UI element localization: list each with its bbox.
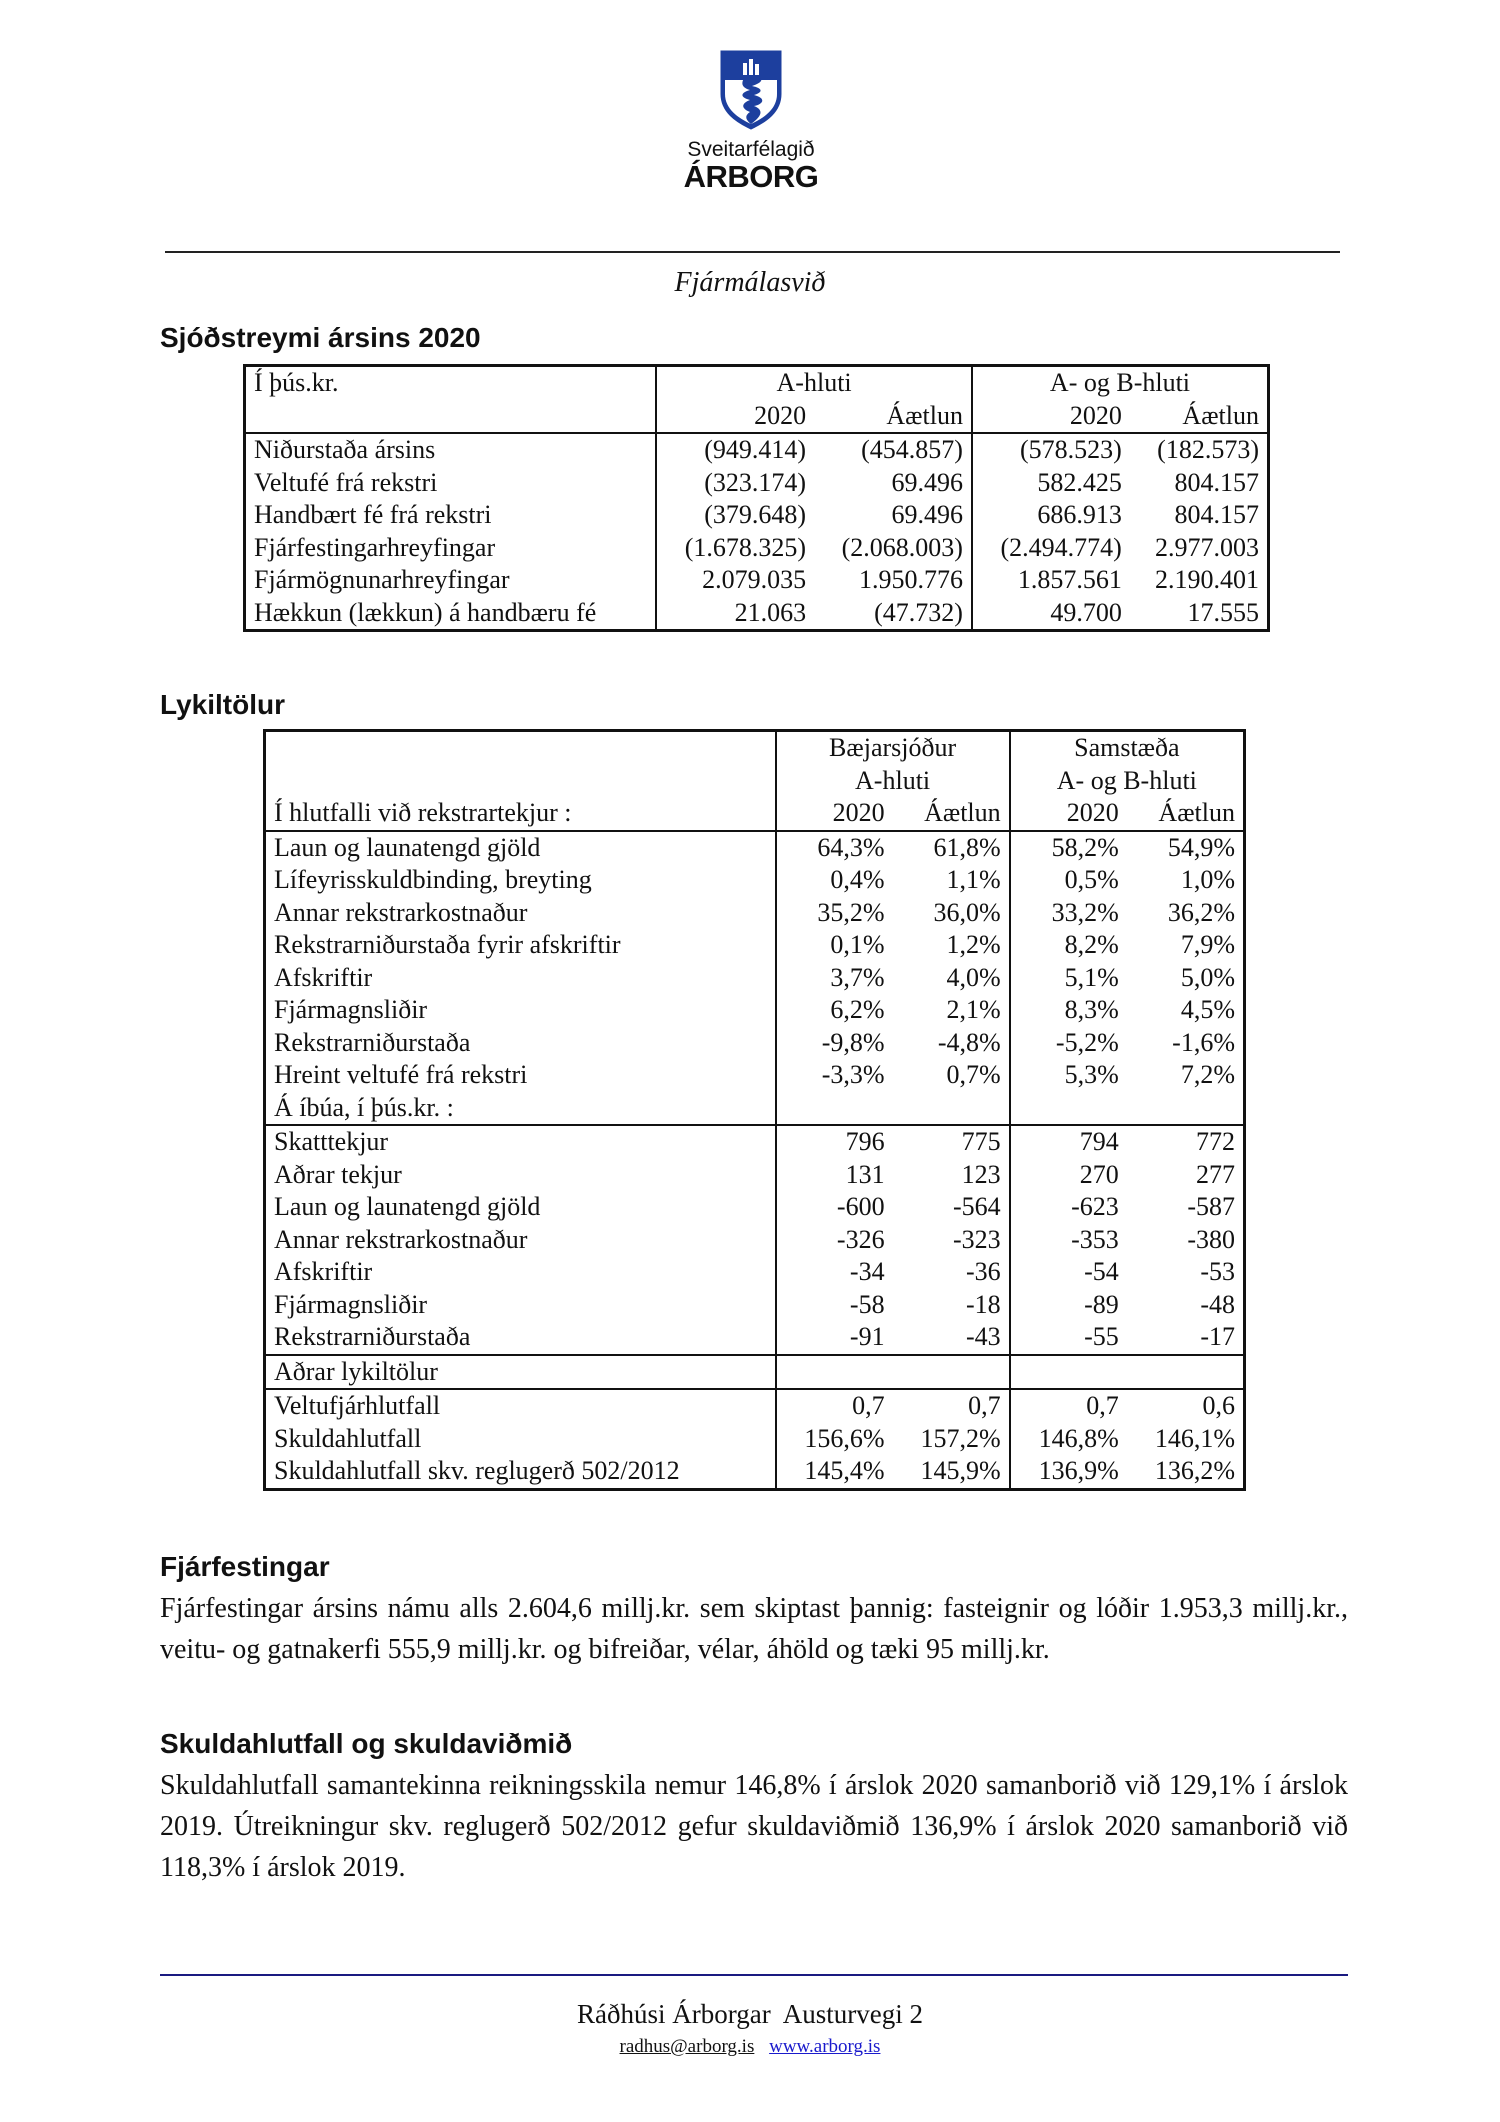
cell-value: 64,3% <box>776 831 893 865</box>
cell-value: -54 <box>1010 1256 1127 1289</box>
row-label: Fjármagnsliðir <box>274 1289 428 1319</box>
row-label: Laun og launatengd gjöld <box>274 1192 541 1221</box>
table-row <box>245 532 1269 565</box>
cell-value: -380 <box>1187 1224 1235 1254</box>
table-row <box>245 433 1269 467</box>
row-label: Skatttekjur <box>265 1125 776 1159</box>
row-label: Skuldahlutfall skv. reglugerð 502/2012 <box>274 1456 680 1485</box>
logo-name-line1: Sveitarfélagið <box>687 138 815 161</box>
email-link[interactable]: radhus@arborg.is <box>619 2036 755 2057</box>
cell-value: -48 <box>1200 1289 1235 1319</box>
column-header: 2020 <box>776 797 893 831</box>
cell-value: 123 <box>961 1159 1001 1189</box>
row-label: Lífeyrisskuldbinding, breyting <box>274 865 592 894</box>
section-label: Aðrar lykiltölur <box>265 1355 776 1390</box>
cell-value: -17 <box>1200 1322 1235 1351</box>
cell-value: 0,4% <box>776 864 893 897</box>
cell-value: -623 <box>1010 1191 1127 1224</box>
cell-value: -55 <box>1010 1321 1127 1355</box>
key-figures-table <box>263 729 1246 1491</box>
cash-flow-heading: Sjóðstreymi ársins 2020 <box>160 322 481 353</box>
cell-value: (1.678.325) <box>656 532 814 565</box>
cell-value: (379.648) <box>656 499 814 532</box>
cell-value: 17.555 <box>1187 597 1259 627</box>
column-header: Áætlun <box>886 400 963 430</box>
table-row <box>265 962 1245 995</box>
row-label: Fjármagnsliðir <box>274 995 428 1024</box>
cell-value: 582.425 <box>972 467 1130 500</box>
cell-value: 0,7 <box>893 1389 1010 1423</box>
logo <box>676 50 826 192</box>
group-header: A- og B-hluti <box>972 366 1269 400</box>
table-row <box>245 467 1269 500</box>
cell-value: 21.063 <box>656 597 814 631</box>
cell-value: -587 <box>1187 1192 1235 1221</box>
cell-value: (182.573) <box>1130 433 1269 467</box>
investments-heading: Fjárfestingar <box>160 1551 330 1582</box>
cell-value: 36,0% <box>933 897 1001 927</box>
cell-value: 0,1% <box>776 929 893 962</box>
footer-address: Ráðhúsi Árborgar Austurvegi 2 <box>577 1999 923 2029</box>
cell-value: 146,8% <box>1010 1423 1127 1456</box>
column-header: Áætlun <box>1182 400 1259 430</box>
cell-value: -43 <box>966 1322 1001 1351</box>
cell-value: -3,3% <box>776 1059 893 1092</box>
cell-value: 61,8% <box>893 831 1010 865</box>
cell-value: 6,2% <box>776 994 893 1027</box>
cell-value: 8,2% <box>1010 929 1127 962</box>
cell-value: -600 <box>776 1191 893 1224</box>
table-row <box>265 1059 1245 1092</box>
cell-value: 796 <box>776 1125 893 1159</box>
column-header: Áætlun <box>1158 798 1235 827</box>
header-divider <box>165 251 1340 253</box>
row-label: Rekstrarniðurstaða <box>274 1027 471 1057</box>
section-label: Í hlutfalli við rekstrartekjur : <box>274 798 572 827</box>
department-title: Fjármálasvið <box>674 267 826 298</box>
row-label: Laun og launatengd gjöld <box>265 831 776 865</box>
cell-value: -4,8% <box>937 1027 1001 1057</box>
cell-value: 33,2% <box>1010 897 1127 930</box>
cell-value: 58,2% <box>1010 831 1127 865</box>
table-row <box>265 1389 1245 1423</box>
cell-value: (323.174) <box>656 467 814 500</box>
table-row <box>265 1423 1245 1456</box>
group-subheader: A- og B-hluti <box>1010 765 1245 798</box>
logo-name-line2: ÁRBORG <box>683 159 819 194</box>
cell-value: 4,0% <box>946 962 1001 992</box>
table-header-row <box>265 731 1245 765</box>
cell-value: 804.157 <box>1174 467 1259 497</box>
cell-value: 1,1% <box>946 865 1001 894</box>
cell-value: 156,6% <box>776 1423 893 1456</box>
cell-value: 3,7% <box>776 962 893 995</box>
cell-value: 277 <box>1196 1159 1235 1189</box>
table-row <box>265 1224 1245 1257</box>
cell-value: 7,9% <box>1180 930 1235 959</box>
table-row <box>245 597 1269 631</box>
footer-divider <box>160 1974 1348 1976</box>
cell-value: 2.190.401 <box>1155 565 1259 594</box>
row-label: Rekstrarniðurstaða fyrir afskriftir <box>274 930 621 959</box>
table-row <box>265 1321 1245 1355</box>
row-label: Rekstrarniðurstaða <box>274 1322 471 1351</box>
table-row <box>265 1027 1245 1060</box>
table-row <box>265 994 1245 1027</box>
cell-value: 145,4% <box>776 1455 893 1489</box>
debt-paragraph: Skuldahlutfall samantekinna reikningsskila nemur 146,8% í árslok 2020 samanborið við 129,1% í árslok 2019. Útreikningur skv. reglugerð 502/2012 gefur skuldaviðmið 136,9% í árslok 2020 samanborið við 118,3% í árslok 2019. <box>160 1770 1348 1883</box>
row-label: Afskriftir <box>274 1257 373 1286</box>
cell-value: 2.977.003 <box>1155 532 1259 562</box>
cell-value: 145,9% <box>920 1456 1001 1485</box>
cell-value: 5,1% <box>1010 962 1127 995</box>
table-row <box>265 1191 1245 1224</box>
table-row <box>245 499 1269 532</box>
cell-value: 0,7 <box>1010 1389 1127 1423</box>
cell-value: 8,3% <box>1010 994 1127 1027</box>
cell-value: 1,2% <box>946 930 1001 959</box>
table-row <box>265 929 1245 962</box>
row-label: Fjármögnunarhreyfingar <box>254 565 510 594</box>
cell-value: 54,9% <box>1127 831 1245 865</box>
cell-value: 775 <box>893 1125 1010 1159</box>
cell-value: 69.496 <box>891 500 963 529</box>
cell-value: 136,2% <box>1154 1456 1235 1485</box>
column-header: Áætlun <box>924 798 1001 827</box>
row-label: Aðrar tekjur <box>274 1159 402 1189</box>
debt-heading: Skuldahlutfall og skuldaviðmið <box>160 1728 573 1759</box>
cell-value: 36,2% <box>1167 897 1235 927</box>
cell-value: -58 <box>776 1289 893 1322</box>
cell-value: -5,2% <box>1010 1027 1127 1060</box>
table-row <box>245 564 1269 597</box>
cell-value: 1,0% <box>1180 865 1235 894</box>
cell-value: 49.700 <box>972 597 1130 631</box>
cell-value: 5,0% <box>1180 962 1235 992</box>
cell-value: 804.157 <box>1174 500 1259 529</box>
row-label: Veltufjárhlutfall <box>265 1389 776 1423</box>
cell-value: -353 <box>1010 1224 1127 1257</box>
table-row <box>265 1256 1245 1289</box>
cell-value: 1.857.561 <box>972 564 1130 597</box>
cell-value: -323 <box>953 1224 1001 1254</box>
table-section-row <box>265 1355 1245 1390</box>
investments-paragraph: Fjárfestingar ársins námu alls 2.604,6 millj.kr. sem skiptast þannig: fasteignir og lóðir 1.953,3 millj.kr., veitu- og gatnakerfi 555,9 millj.kr. og bifreiðar, vélar, áhöld og tæki 95 millj.kr. <box>160 1593 1348 1665</box>
cell-value: 772 <box>1127 1125 1245 1159</box>
cell-value: 0,6 <box>1127 1389 1245 1423</box>
column-header: 2020 <box>656 400 814 434</box>
cell-value: 0,7% <box>946 1060 1001 1089</box>
cell-value: 136,9% <box>1010 1455 1127 1489</box>
row-label: Hækkun (lækkun) á handbæru fé <box>254 597 597 627</box>
cell-value: (47.732) <box>874 597 963 627</box>
arborg-coat-of-arms-icon <box>720 50 782 130</box>
cell-value: -89 <box>1010 1289 1127 1322</box>
cell-value: (2.068.003) <box>841 532 963 562</box>
cell-value: -34 <box>776 1256 893 1289</box>
table-header-row <box>245 366 1269 400</box>
group-header: A-hluti <box>656 366 972 400</box>
section-label: Á íbúa, í þús.kr. : <box>274 1092 454 1122</box>
column-header: 2020 <box>972 400 1130 434</box>
row-label: Veltufé frá rekstri <box>254 467 438 497</box>
cell-value: 4,5% <box>1180 995 1235 1024</box>
cell-value: -36 <box>966 1257 1001 1286</box>
cell-value: 0,7 <box>776 1389 893 1423</box>
table-row <box>265 1125 1245 1159</box>
cell-value: -91 <box>776 1321 893 1355</box>
group-header: Samstæða <box>1010 731 1245 765</box>
unit-label: Í þús.kr. <box>254 368 339 397</box>
cell-value: 2,1% <box>946 995 1001 1024</box>
cell-value: -53 <box>1200 1257 1235 1286</box>
cell-value: -9,8% <box>776 1027 893 1060</box>
row-label: Fjárfestingarhreyfingar <box>254 532 496 562</box>
cell-value: (454.857) <box>814 433 972 467</box>
cell-value: 0,5% <box>1010 864 1127 897</box>
table-row <box>265 1159 1245 1192</box>
cell-value: 270 <box>1010 1159 1127 1192</box>
group-subheader: A-hluti <box>776 765 1010 798</box>
cell-value: -564 <box>953 1192 1001 1221</box>
row-label: Annar rekstrarkostnaður <box>274 1224 528 1254</box>
cell-value: 131 <box>776 1159 893 1192</box>
cash-flow-table <box>243 364 1270 632</box>
cell-value: (2.494.774) <box>972 532 1130 565</box>
table-row <box>265 1455 1245 1489</box>
row-label: Handbært fé frá rekstri <box>254 500 492 529</box>
cell-value: 686.913 <box>972 499 1130 532</box>
table-row <box>265 864 1245 897</box>
website-link[interactable]: www.arborg.is <box>769 2036 881 2057</box>
cell-value: 1.950.776 <box>858 565 963 594</box>
cell-value: 35,2% <box>776 897 893 930</box>
row-label: Annar rekstrarkostnaður <box>274 897 528 927</box>
column-header: 2020 <box>1010 797 1127 831</box>
cell-value: 69.496 <box>891 467 963 497</box>
row-label: Hreint veltufé frá rekstri <box>274 1060 528 1089</box>
cell-value: 5,3% <box>1010 1059 1127 1092</box>
table-section-row <box>265 1092 1245 1126</box>
cell-value: (578.523) <box>972 433 1130 467</box>
table-row <box>265 1289 1245 1322</box>
cell-value: -18 <box>966 1289 1001 1319</box>
footer-links <box>0 2036 1500 2058</box>
cell-value: 7,2% <box>1180 1060 1235 1089</box>
row-label: Afskriftir <box>274 962 373 992</box>
cell-value: 2.079.035 <box>656 564 814 597</box>
cell-value: 157,2% <box>920 1423 1001 1453</box>
cell-value: 794 <box>1010 1125 1127 1159</box>
cell-value: (949.414) <box>656 433 814 467</box>
cell-value: -1,6% <box>1172 1027 1235 1057</box>
row-label: Niðurstaða ársins <box>245 433 657 467</box>
table-row <box>265 831 1245 865</box>
table-row <box>265 897 1245 930</box>
key-figures-heading: Lykiltölur <box>160 689 285 720</box>
row-label: Skuldahlutfall <box>274 1423 422 1453</box>
group-header: Bæjarsjóður <box>776 731 1010 765</box>
cell-value: -326 <box>776 1224 893 1257</box>
cell-value: 146,1% <box>1154 1423 1235 1453</box>
